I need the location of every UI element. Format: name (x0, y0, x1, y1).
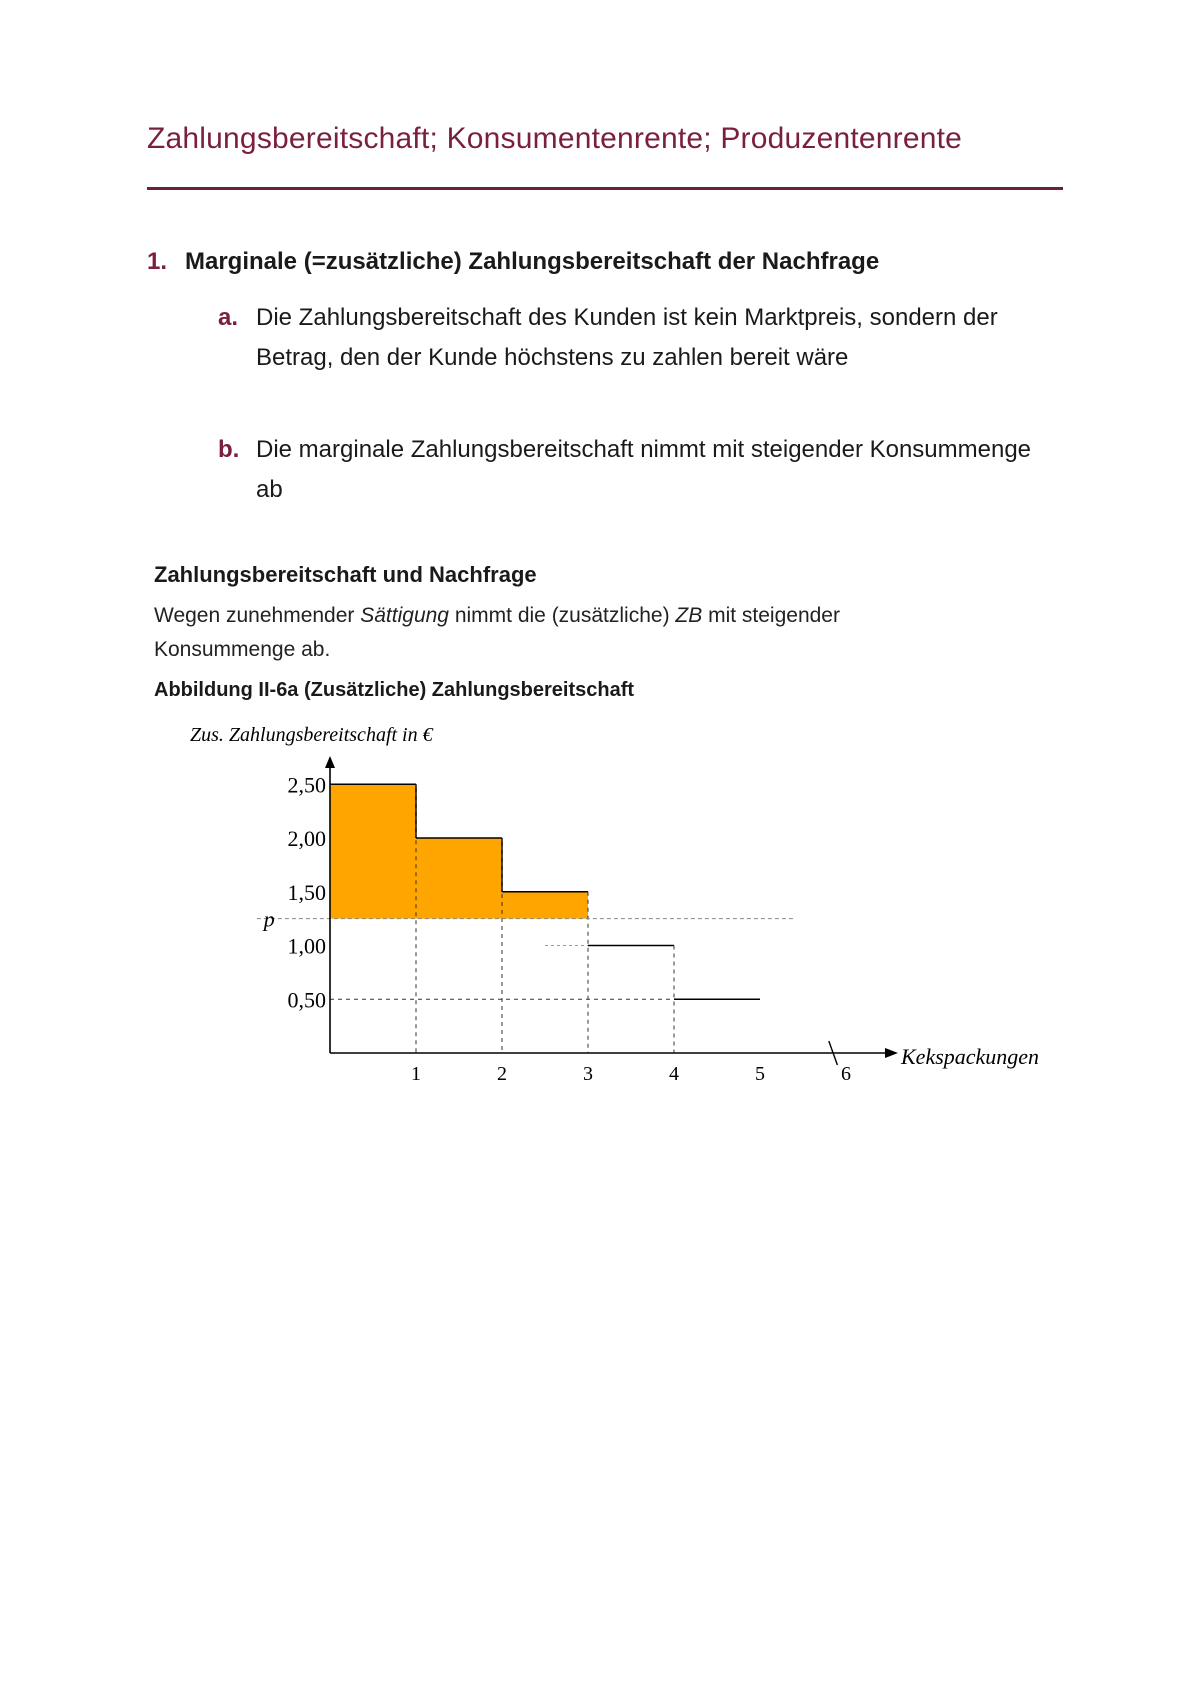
y-axis-arrow (325, 756, 335, 768)
y-tick-label-4: 2,00 (287, 826, 326, 851)
x-axis-arrow (885, 1048, 898, 1058)
list-marker-b: b. (218, 436, 240, 463)
list-item-b (218, 430, 1038, 510)
list-text-a: Die Zahlungsbereitschaft des Kunden ist kein Marktpreis, sondern der Betrag, den der Kunde höchstens zu zahlen bereit wäre (256, 304, 998, 371)
y-axis-label: Zus. Zahlungsbereitschaft in € (190, 724, 433, 746)
y-tick-label-3: 1,50 (287, 879, 326, 905)
page-title: Zahlungsbereitschaft; Konsumentenrente; Produzentenrente (147, 122, 963, 155)
x-tick-label-4: 4 (669, 1063, 679, 1085)
figure-title: Zahlungsbereitschaft und Nachfrage (154, 562, 537, 587)
list-text-b: Die marginale Zahlungsbereitschaft nimmt mit steigender Konsummenge ab (256, 436, 1032, 503)
y-tick-label-1: 0,50 (287, 987, 326, 1013)
x-tick-label-1: 1 (411, 1063, 421, 1085)
figure-desc-part2: nimmt die (zusätzliche) (449, 604, 676, 627)
price-label: p (263, 906, 275, 932)
figure-desc-part3: mit steigender Konsummenge ab. (154, 604, 840, 661)
surplus-bar-2 (416, 838, 502, 919)
figure-desc-emphasis-1: Sättigung (360, 604, 449, 627)
y-tick-label-5: 2,50 (287, 772, 326, 798)
x-tick-label-2: 2 (497, 1063, 507, 1085)
figure-caption: Abbildung II-6a (Zusätzliche) Zahlungsbereitschaft (154, 679, 635, 701)
figure-desc-part1: Wegen zunehmender (154, 604, 361, 627)
x-tick-label-5: 5 (755, 1063, 765, 1085)
figure-desc-emphasis-2: ZB (675, 604, 703, 627)
x-tick-label-6: 6 (841, 1063, 851, 1085)
surplus-bar-1 (330, 784, 416, 918)
x-axis-label: Kekspackungen (901, 1044, 1040, 1069)
section-heading (147, 248, 879, 276)
list-marker-a: a. (218, 304, 239, 331)
axis-break-mark (829, 1041, 838, 1065)
figure-description (154, 599, 974, 667)
title-divider (147, 187, 1063, 190)
list-item-a (218, 298, 1038, 378)
x-tick-label-3: 3 (583, 1063, 593, 1085)
y-tick-label-2: 1,00 (287, 933, 326, 959)
section-heading-text: Marginale (=zusätzliche) Zahlungsbereitschaft der Nachfrage (185, 248, 880, 275)
section-number: 1. (147, 248, 168, 275)
surplus-bar-3 (502, 892, 588, 919)
